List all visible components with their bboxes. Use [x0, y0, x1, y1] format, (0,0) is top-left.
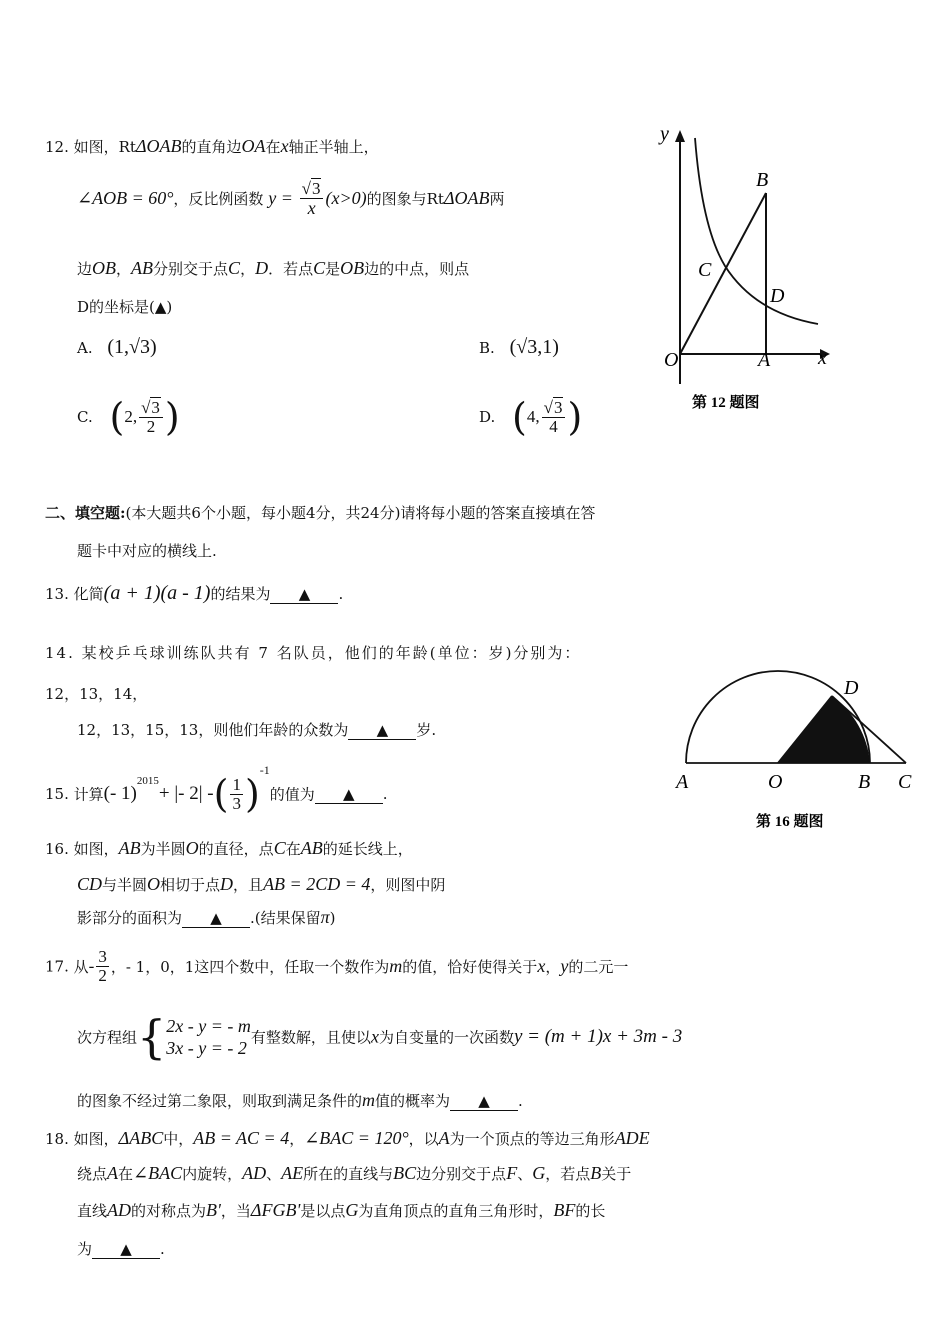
q14-answer-blank[interactable]: ▲	[348, 721, 416, 740]
hyperbola-curve	[695, 138, 818, 324]
q16-line2: CD与半圆O相切于点D，且AB = 2CD = 4，则图中阴	[77, 874, 446, 894]
label-y: y	[660, 123, 669, 145]
label-d: D	[844, 677, 859, 699]
q12-fraction: $\frac{√3}{x}$	[300, 180, 324, 217]
label-c: C	[898, 771, 912, 793]
q13: 13. 化简(a + 1)(a - 1)的结果为 ▲ .	[45, 582, 344, 604]
label-c: C	[698, 259, 712, 281]
q12-figure	[640, 118, 840, 418]
label-b: B	[756, 169, 769, 191]
q12-fig-caption: 第 12 题图	[692, 395, 760, 411]
section2-desc2: 题卡中对应的横线上.	[77, 542, 217, 560]
q18-answer-blank[interactable]: ▲	[92, 1240, 160, 1259]
q15: 15. 计算(- 1)$^{2015}$+ |- 2| -( $\frac{1}{3}$ )$^{-1}$的值为 ▲ .	[45, 763, 388, 816]
y-axis-arrow	[675, 130, 685, 142]
q12-line2: ∠AOB = 60°，反比例函数 y = $\frac{√3}{x}$ (x>0)的图象与RtΔOAB两	[77, 179, 505, 218]
q16-line1: 16. 如图，AB为半圆O的直径，点C在AB的延长线上，	[45, 838, 413, 858]
label-x: x	[818, 347, 827, 369]
q16-figure	[670, 668, 920, 838]
label-b: B	[858, 771, 871, 793]
q12-line3: 边OB，AB分别交于点C，D．若点C是OB边的中点，则点	[77, 258, 470, 278]
label-o: O	[768, 771, 783, 793]
q13-answer-blank[interactable]: ▲	[270, 585, 338, 604]
q17-line1: 17. 从- $\frac{3}{2}$ ，- 1，0，1这四个数中，任取一个数作为m的值，恰好使得关于x，y的二元一	[45, 947, 629, 985]
q18-line3: 直线AD的对称点为B'，当ΔFGB'是以点G为直角顶点的直角三角形时，BF的长	[77, 1200, 606, 1220]
q17-line3: 的图象不经过第二象限，则取到满足条件的m值的概率为 ▲ .	[77, 1090, 523, 1110]
q16-fig-caption: 第 16 题图	[756, 814, 824, 830]
q16-line3: 影部分的面积为 ▲ .(结果保留π)	[77, 907, 336, 927]
q14-line3: 12，13，15，13，则他们年龄的众数为 ▲ 岁.	[77, 721, 437, 739]
q17-answer-blank[interactable]: ▲	[450, 1092, 518, 1111]
q12-line1: 12. 如图，RtΔOAB的直角边OA在x轴正半轴上，	[45, 136, 379, 156]
section2-heading: 二、填空题:(本大题共6个小题，每小题4分，共24分)请将每小题的答案直接填在答	[45, 504, 596, 522]
q16-answer-blank[interactable]: ▲	[182, 909, 250, 928]
q18-line4: 为 ▲ .	[77, 1240, 165, 1258]
q12-option-a[interactable]: A. (1,√3)	[77, 336, 157, 358]
label-d: D	[770, 285, 785, 307]
q15-answer-blank[interactable]: ▲	[315, 785, 383, 804]
label-a: A	[676, 771, 689, 793]
label-a: A	[758, 349, 771, 371]
q12-option-b[interactable]: B. (√3,1)	[479, 336, 559, 358]
q17-equation-system: 2x - y = - m 3x - y = - 2	[166, 1016, 251, 1058]
q12-option-d[interactable]: D. (4, $\frac{√3}{4}$ )	[479, 395, 583, 439]
label-o: O	[664, 349, 679, 371]
q12-option-c[interactable]: C. (2, $\frac{√3}{2}$ )	[77, 395, 180, 439]
q12-line4: D的坐标是(▲)	[77, 298, 173, 316]
q18-line1: 18. 如图，ΔABC中，AB = AC = 4，∠BAC = 120°，以A为一个顶点的等边三角形ADE	[45, 1128, 650, 1148]
q17-line2: 次方程组{ 2x - y = - m 3x - y = - 2 有整数解，且使以x为自变量的一次函数y = (m + 1)x + 3m - 3	[77, 1010, 683, 1064]
q18-line2: 绕点A在∠BAC内旋转，AD、AE所在的直线与BC边分别交于点F、G，若点B关于	[77, 1163, 632, 1183]
segment-ob	[680, 193, 766, 354]
q14-line2: 12，13，14，	[45, 685, 148, 703]
q14-line1: 14. 某校乒乓球训练队共有 7 名队员，他们的年龄(单位：岁)分别为：	[45, 644, 582, 662]
